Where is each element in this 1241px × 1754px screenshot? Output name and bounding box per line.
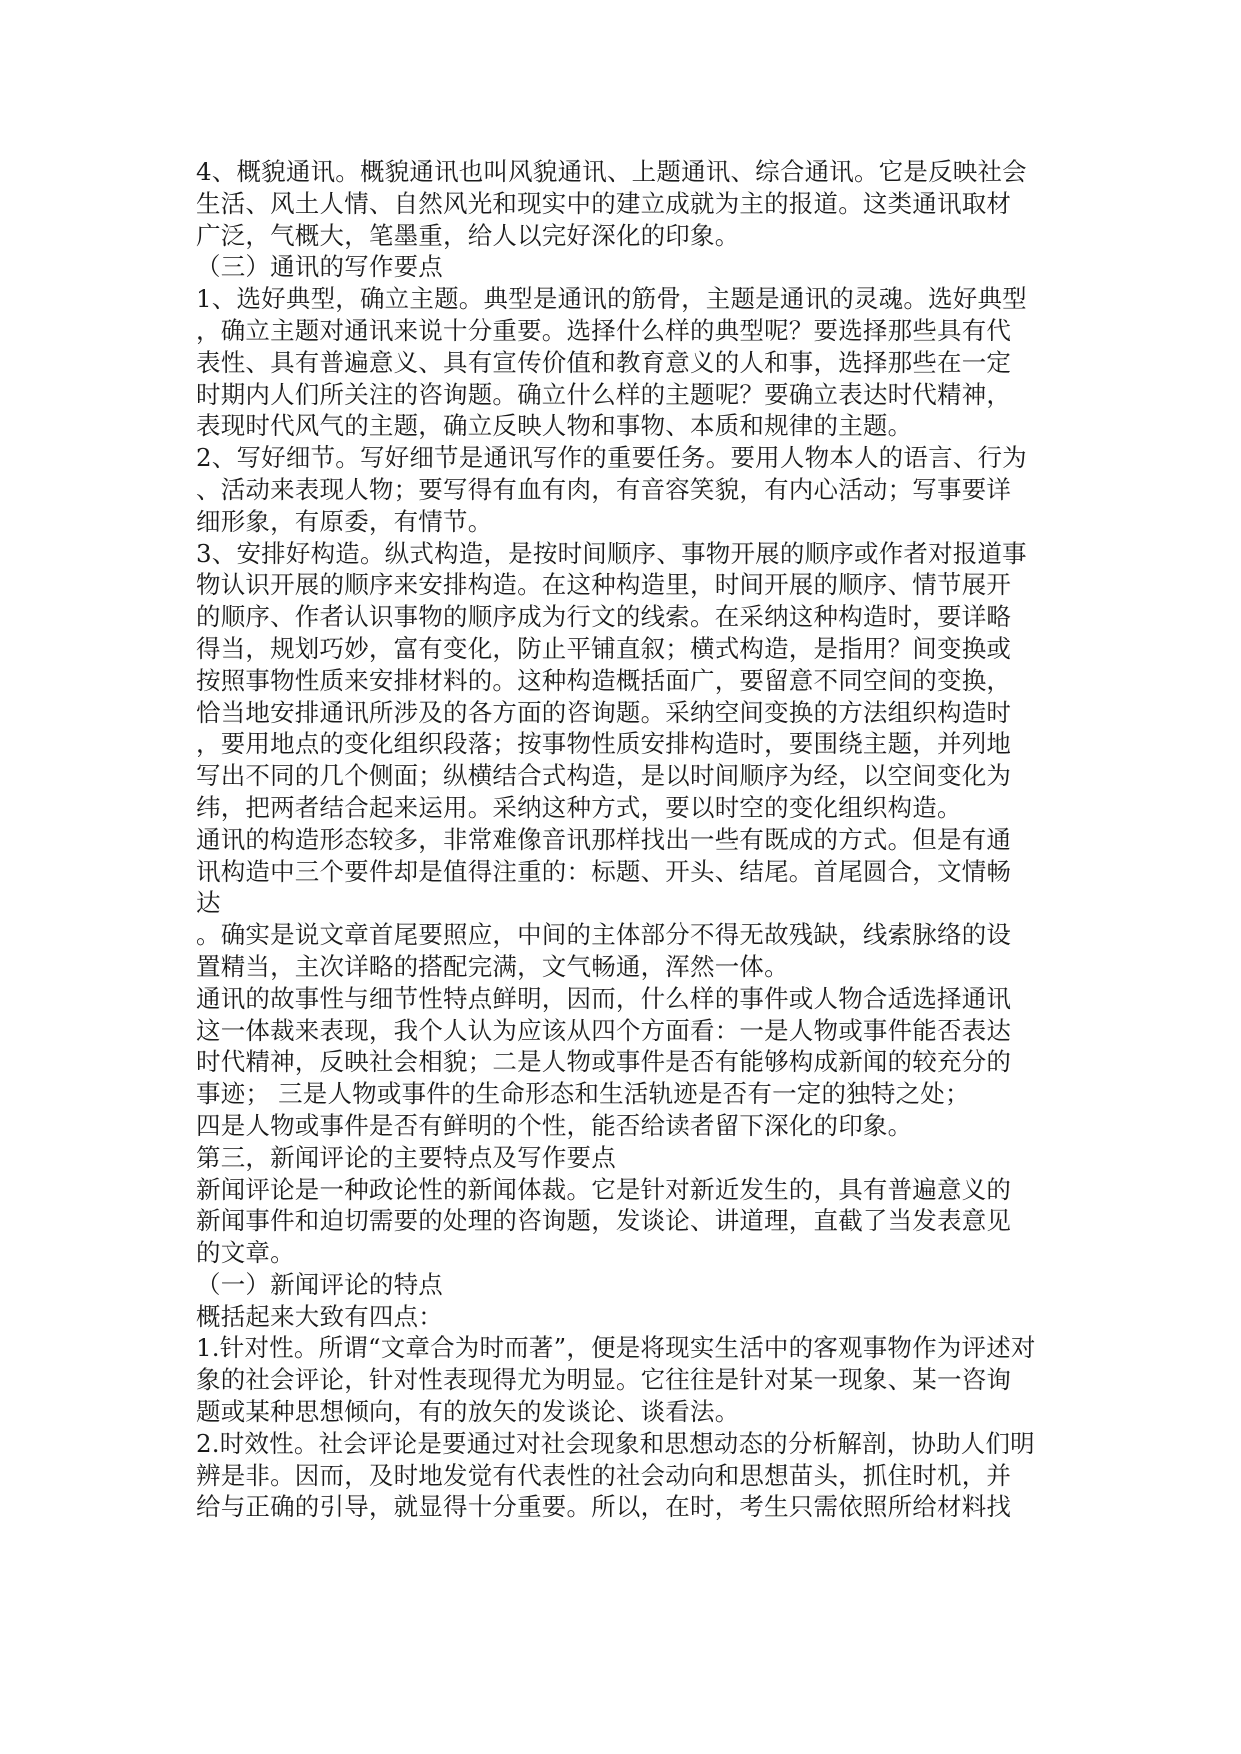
text-line: 题或某种思想倾向，有的放矢的发谈论、谈看法。: [196, 1397, 740, 1427]
text-line: 表性、具有普遍意义、具有宣传价值和教育意义的人和事，选择那些在一定: [196, 347, 1012, 377]
text-line: 通讯的故事性与细节性特点鲜明，因而，什么样的事件或人物合适选择通讯: [196, 983, 1012, 1013]
text-line: 2、写好细节。写好细节是通讯写作的重要任务。要用人物本人的语言、行为: [196, 443, 1027, 473]
text-line: 4、概貌通讯。概貌通讯也叫风貌通讯、上题通讯、综合通讯。它是反映社会: [196, 157, 1027, 186]
section-heading: 第三，新闻评论的主要特点及写作要点: [196, 1142, 616, 1172]
text-line: 新闻评论是一种政论性的新闻体裁。它是针对新近发生的，具有普遍意义的: [196, 1174, 1012, 1204]
text-line: 置精当，主次详略的搭配完满，文气畅通，浑然一体。: [196, 951, 789, 981]
section-heading: （三）通讯的写作要点: [196, 252, 443, 282]
text-line: 写出不同的几个侧面；纵横结合式构造，是以时间顺序为经，以空间变化为: [196, 761, 1012, 791]
text-line: 事迹； 三是人物或事件的生命形态和生活轨迹是否有一定的独特之处；: [196, 1079, 970, 1109]
text-line: 生活、风土人情、自然风光和现实中的建立成就为主的报道。这类通讯取材: [196, 188, 1012, 218]
text-line: 广泛，气概大，笔墨重，给人以完好深化的印象。: [196, 220, 740, 250]
text-line: 四是人物或事件是否有鲜明的个性，能否给读者留下深化的印象。: [196, 1110, 913, 1140]
text-line: 纬，把两者结合起来运用。采纳这种方式，要以时空的变化组织构造。: [196, 792, 962, 822]
text-line: 恰当地安排通讯所涉及的各方面的咨询题。采纳空间变换的方法组织构造时: [196, 697, 1012, 727]
text-line: 概括起来大致有四点：: [196, 1301, 443, 1331]
section-heading: （一）新闻评论的特点: [196, 1269, 443, 1299]
text-line: 3、安排好构造。纵式构造，是按时间顺序、事物开展的顺序或作者对报道事: [196, 538, 1027, 568]
text-line: 给与正确的引导，就显得十分重要。所以，在时，考生只需依照所给材料找: [196, 1492, 1012, 1522]
text-line: 的顺序、作者认识事物的顺序成为行文的线索。在采纳这种构造时，要详略: [196, 602, 1012, 632]
text-line: ，确立主题对通讯来说十分重要。选择什么样的典型呢？要选择那些具有代: [196, 315, 1012, 345]
text-line: 得当，规划巧妙，富有变化，防止平铺直叙；横式构造，是指用？间变换或: [196, 633, 1012, 663]
text-line: 1.针对性。所谓“文章合为时而著”，便是将现实生活中的客观事物作为评述对: [196, 1333, 1036, 1363]
text-line: 细形象，有原委，有情节。: [196, 506, 493, 536]
document-body: [196, 156, 1046, 1523]
text-line: 达: [196, 888, 221, 918]
text-line: 这一体裁来表现，我个人认为应该从四个方面看：一是人物或事件能否表达: [196, 1015, 1012, 1045]
text-line: 按照事物性质来安排材料的。这种构造概括面广，要留意不同空间的变换，: [196, 665, 1012, 695]
text-line: 通讯的构造形态较多，非常难像音讯那样找出一些有既成的方式。但是有通: [196, 824, 1012, 854]
text-line: 1、选好典型，确立主题。典型是通讯的筋骨，主题是通讯的灵魂。选好典型: [196, 284, 1027, 314]
text-line: 时代精神，反映社会相貌；二是人物或事件是否有能够构成新闻的较充分的: [196, 1047, 1012, 1077]
text-line: 象的社会评论，针对性表现得尤为明显。它往往是针对某一现象、某一咨询: [196, 1365, 1012, 1395]
text-line: 2.时效性。社会评论是要通过对社会现象和思想动态的分析解剖，协助人们明: [196, 1428, 1035, 1458]
text-line: 表现时代风气的主题，确立反映人物和事物、本质和规律的主题。: [196, 411, 913, 441]
text-line: 辨是非。因而，及时地发觉有代表性的社会动向和思想苗头，抓住时机，并: [196, 1460, 1012, 1490]
text-line: 的文章。: [196, 1238, 295, 1268]
text-line: 、活动来表现人物；要写得有血有肉，有音容笑貌，有内心活动；写事要详: [196, 474, 1012, 504]
text-line: ，要用地点的变化组织段落；按事物性质安排构造时，要围绕主题，并列地: [196, 729, 1012, 759]
text-line: 。确实是说文章首尾要照应，中间的主体部分不得无故残缺，线索脉络的设: [196, 920, 1012, 950]
text-line: 讯构造中三个要件却是值得注重的：标题、开头、结尾。首尾圆合，文情畅: [196, 856, 1012, 886]
text-line: 新闻事件和迫切需要的处理的咨询题，发谈论、讲道理，直截了当发表意见: [196, 1206, 1012, 1236]
text-line: 时期内人们所关注的咨询题。确立什么样的主题呢？要确立表达时代精神，: [196, 379, 1012, 409]
text-line: 物认识开展的顺序来安排构造。在这种构造里，时间开展的顺序、情节展开: [196, 570, 1012, 600]
